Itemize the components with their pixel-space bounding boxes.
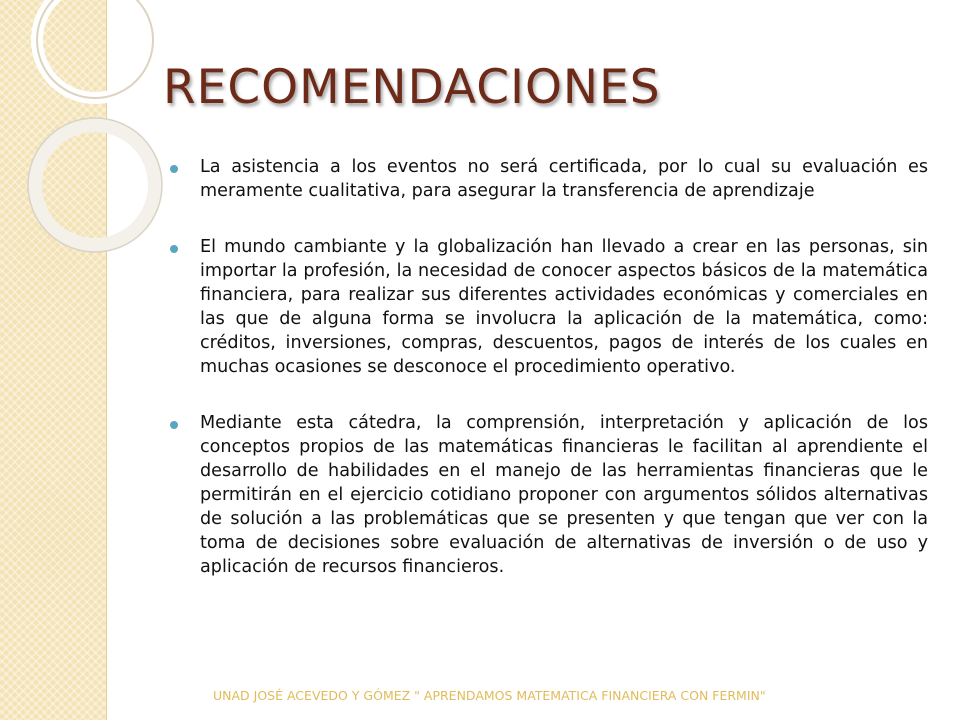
bullet-icon <box>170 165 178 173</box>
list-item-text: La asistencia a los eventos no será certificada, por lo cual su evaluación es meramente cualitativa, para asegurar la transferencia de aprendizaje <box>200 157 928 201</box>
list-item-text: El mundo cambiante y la globalización han llevado a crear en las personas, sin importar la profesión, la necesidad de conocer aspectos básicos de la matemática financiera, para realizar sus diferentes actividades económicas y comerciales en las que de alguna forma se involucra la aplicación de la matemática, como: créditos, inversiones, compras, descuentos, pagos de interés de los cuales en muchas ocasiones se desconoce el procedimiento operativo. <box>200 237 928 377</box>
slide-title: RECOMENDACIONES <box>163 60 661 115</box>
list-item-text: Mediante esta cátedra, la comprensión, interpretación y aplicación de los conceptos propios de las matemáticas financieras le facilitan al aprendiente el desarrollo de habilidades en el manejo de las herramientas financieras que le permitirán en el ejercicio cotidiano proponer con argumentos sólidos alternativas de solución a las problemáticas que se presenten y que tengan que ver con la toma de decisiones sobre evaluación de alternativas de inversión o de uso y aplicación de recursos financieros. <box>200 413 928 577</box>
list-item <box>170 155 928 203</box>
bullet-icon <box>170 245 178 253</box>
slide-footer: UNAD JOSÉ ACEVEDO Y GÓMEZ " APRENDAMOS MATEMATICA FINANCIERA CON FERMIN" <box>213 688 766 703</box>
list-item <box>170 411 928 579</box>
bullet-list <box>170 155 928 611</box>
decorative-sidebar <box>0 0 107 720</box>
bullet-icon <box>170 421 178 429</box>
list-item <box>170 235 928 379</box>
